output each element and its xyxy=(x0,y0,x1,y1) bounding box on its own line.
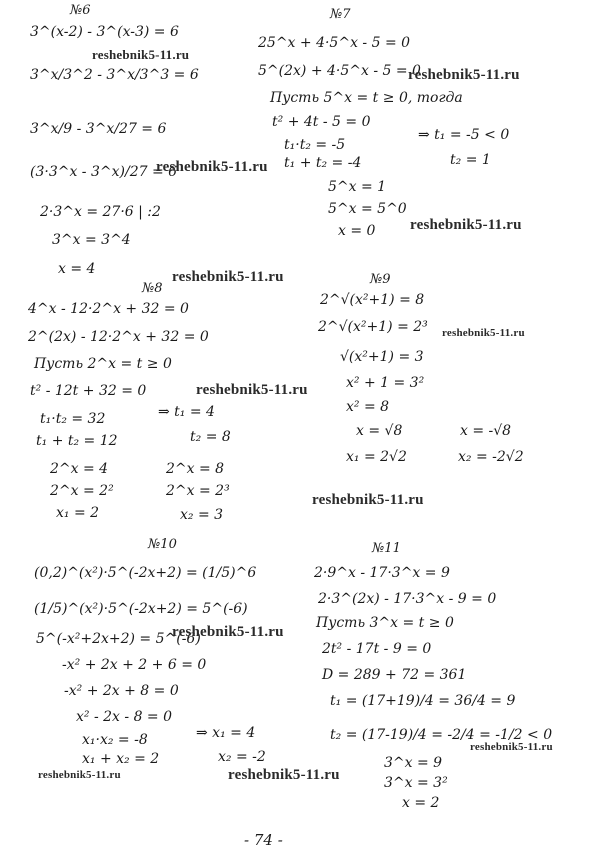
problem-10-line: x₁·x₂ = -8 xyxy=(82,732,148,748)
problem-9-line: x² + 1 = 3² xyxy=(346,375,425,391)
problem-10-line: x₂ = -2 xyxy=(218,749,266,765)
problem-7-line: t₂ = 1 xyxy=(450,152,491,168)
problem-6-number: №6 xyxy=(70,3,91,18)
problem-11-line: 2·3^(2x) - 17·3^x - 9 = 0 xyxy=(318,591,497,607)
problem-7-line: Пусть 5^x = t ≥ 0, тогда xyxy=(270,90,463,106)
watermark: reshebnik5-11.ru xyxy=(470,741,553,753)
problem-10-line: -x² + 2x + 8 = 0 xyxy=(64,683,179,699)
watermark: reshebnik5-11.ru xyxy=(156,159,268,175)
problem-11-line: 3^x = 3² xyxy=(384,775,448,791)
problem-8-line: 4^x - 12·2^x + 32 = 0 xyxy=(28,301,189,317)
problem-10-line: 5^(-x²+2x+2) = 5^(-6) xyxy=(36,631,201,647)
problem-6-line: (3·3^x - 3^x)/27 = 6 xyxy=(30,164,178,180)
problem-7-number: №7 xyxy=(330,7,351,22)
problem-7-line: ⇒ t₁ = -5 < 0 xyxy=(418,127,510,143)
problem-11-line: 2t² - 17t - 9 = 0 xyxy=(322,641,432,657)
problem-8-line: t² - 12t + 32 = 0 xyxy=(30,383,147,399)
problem-7-line: 5^x = 1 xyxy=(328,179,387,195)
problem-7-line: t₁·t₂ = -5 xyxy=(284,137,346,153)
watermark: reshebnik5-11.ru xyxy=(228,767,340,783)
watermark: reshebnik5-11.ru xyxy=(92,47,190,62)
problem-8-line: x₂ = 3 xyxy=(180,507,224,523)
problem-9-line: x₁ = 2√2 xyxy=(346,449,407,465)
problem-11-line: t₁ = (17+19)/4 = 36/4 = 9 xyxy=(330,693,516,709)
problem-9-line: √(x²+1) = 3 xyxy=(340,349,424,365)
problem-6-line: 2·3^x = 27·6 | :2 xyxy=(40,204,161,220)
problem-10-number: №10 xyxy=(148,537,177,552)
problem-11-line: 3^x = 9 xyxy=(384,755,443,771)
problem-7-line: t₁ + t₂ = -4 xyxy=(284,155,362,171)
watermark: reshebnik5-11.ru xyxy=(172,269,284,285)
problem-11-line: Пусть 3^x = t ≥ 0 xyxy=(316,615,454,631)
problem-11-line: t₂ = (17-19)/4 = -2/4 = -1/2 < 0 xyxy=(330,727,553,743)
problem-10-line: (1/5)^(x²)·5^(-2x+2) = 5^(-6) xyxy=(34,601,248,617)
watermark: reshebnik5-11.ru xyxy=(196,382,308,398)
problem-10-line: ⇒ x₁ = 4 xyxy=(196,725,256,741)
problem-6-line: 3^x/3^2 - 3^x/3^3 = 6 xyxy=(30,67,199,83)
problem-8-line: 2^x = 4 xyxy=(50,461,109,477)
problem-10-line: x² - 2x - 8 = 0 xyxy=(76,709,173,725)
problem-7-line: x = 0 xyxy=(338,223,376,239)
problem-9-number: №9 xyxy=(370,272,391,287)
page-number: - 74 - xyxy=(244,831,283,849)
problem-11-line: x = 2 xyxy=(402,795,440,811)
problem-8-line: 2^x = 2² xyxy=(50,483,114,499)
problem-8-line: 2^x = 2³ xyxy=(166,483,230,499)
problem-11-number: №11 xyxy=(372,541,401,556)
problem-9-line: x = √8 xyxy=(356,423,403,439)
problem-9-line: x² = 8 xyxy=(346,399,390,415)
watermark: reshebnik5-11.ru xyxy=(172,624,284,640)
problem-6-line: x = 4 xyxy=(58,261,96,277)
problem-10-line: -x² + 2x + 2 + 6 = 0 xyxy=(62,657,207,673)
problem-8-line: t₁ + t₂ = 12 xyxy=(36,433,118,449)
problem-8-line: ⇒ t₁ = 4 xyxy=(158,404,215,420)
problem-8-line: 2^x = 8 xyxy=(166,461,225,477)
problem-6-line: 3^(x-2) - 3^(x-3) = 6 xyxy=(30,24,179,40)
problem-8-line: t₂ = 8 xyxy=(190,429,231,445)
watermark: reshebnik5-11.ru xyxy=(38,769,121,781)
problem-8-line: Пусть 2^x = t ≥ 0 xyxy=(34,356,172,372)
problem-7-line: 5^(2x) + 4·5^x - 5 = 0 xyxy=(258,63,421,79)
watermark: reshebnik5-11.ru xyxy=(312,492,424,508)
watermark: reshebnik5-11.ru xyxy=(410,217,522,233)
problem-8-number: №8 xyxy=(142,281,163,296)
problem-9-line: x = -√8 xyxy=(460,423,512,439)
problem-9-line: 2^√(x²+1) = 8 xyxy=(320,292,425,308)
problem-9-line: 2^√(x²+1) = 2³ xyxy=(318,319,428,335)
problem-8-line: x₁ = 2 xyxy=(56,505,100,521)
problem-9-line: x₂ = -2√2 xyxy=(458,449,524,465)
problem-8-line: 2^(2x) - 12·2^x + 32 = 0 xyxy=(28,329,209,345)
problem-11-line: 2·9^x - 17·3^x = 9 xyxy=(314,565,450,581)
problem-7-line: 5^x = 5^0 xyxy=(328,201,407,217)
problem-10-line: x₁ + x₂ = 2 xyxy=(82,751,160,767)
problem-6-line: 3^x = 3^4 xyxy=(52,232,131,248)
problem-10-line: (0,2)^(x²)·5^(-2x+2) = (1/5)^6 xyxy=(34,565,257,581)
problem-11-line: D = 289 + 72 = 361 xyxy=(322,667,467,683)
watermark: reshebnik5-11.ru xyxy=(442,327,525,339)
problem-7-line: 25^x + 4·5^x - 5 = 0 xyxy=(258,35,411,51)
problem-8-line: t₁·t₂ = 32 xyxy=(40,411,106,427)
problem-6-line: 3^x/9 - 3^x/27 = 6 xyxy=(30,121,167,137)
watermark: reshebnik5-11.ru xyxy=(408,67,520,83)
problem-7-line: t² + 4t - 5 = 0 xyxy=(272,114,371,130)
